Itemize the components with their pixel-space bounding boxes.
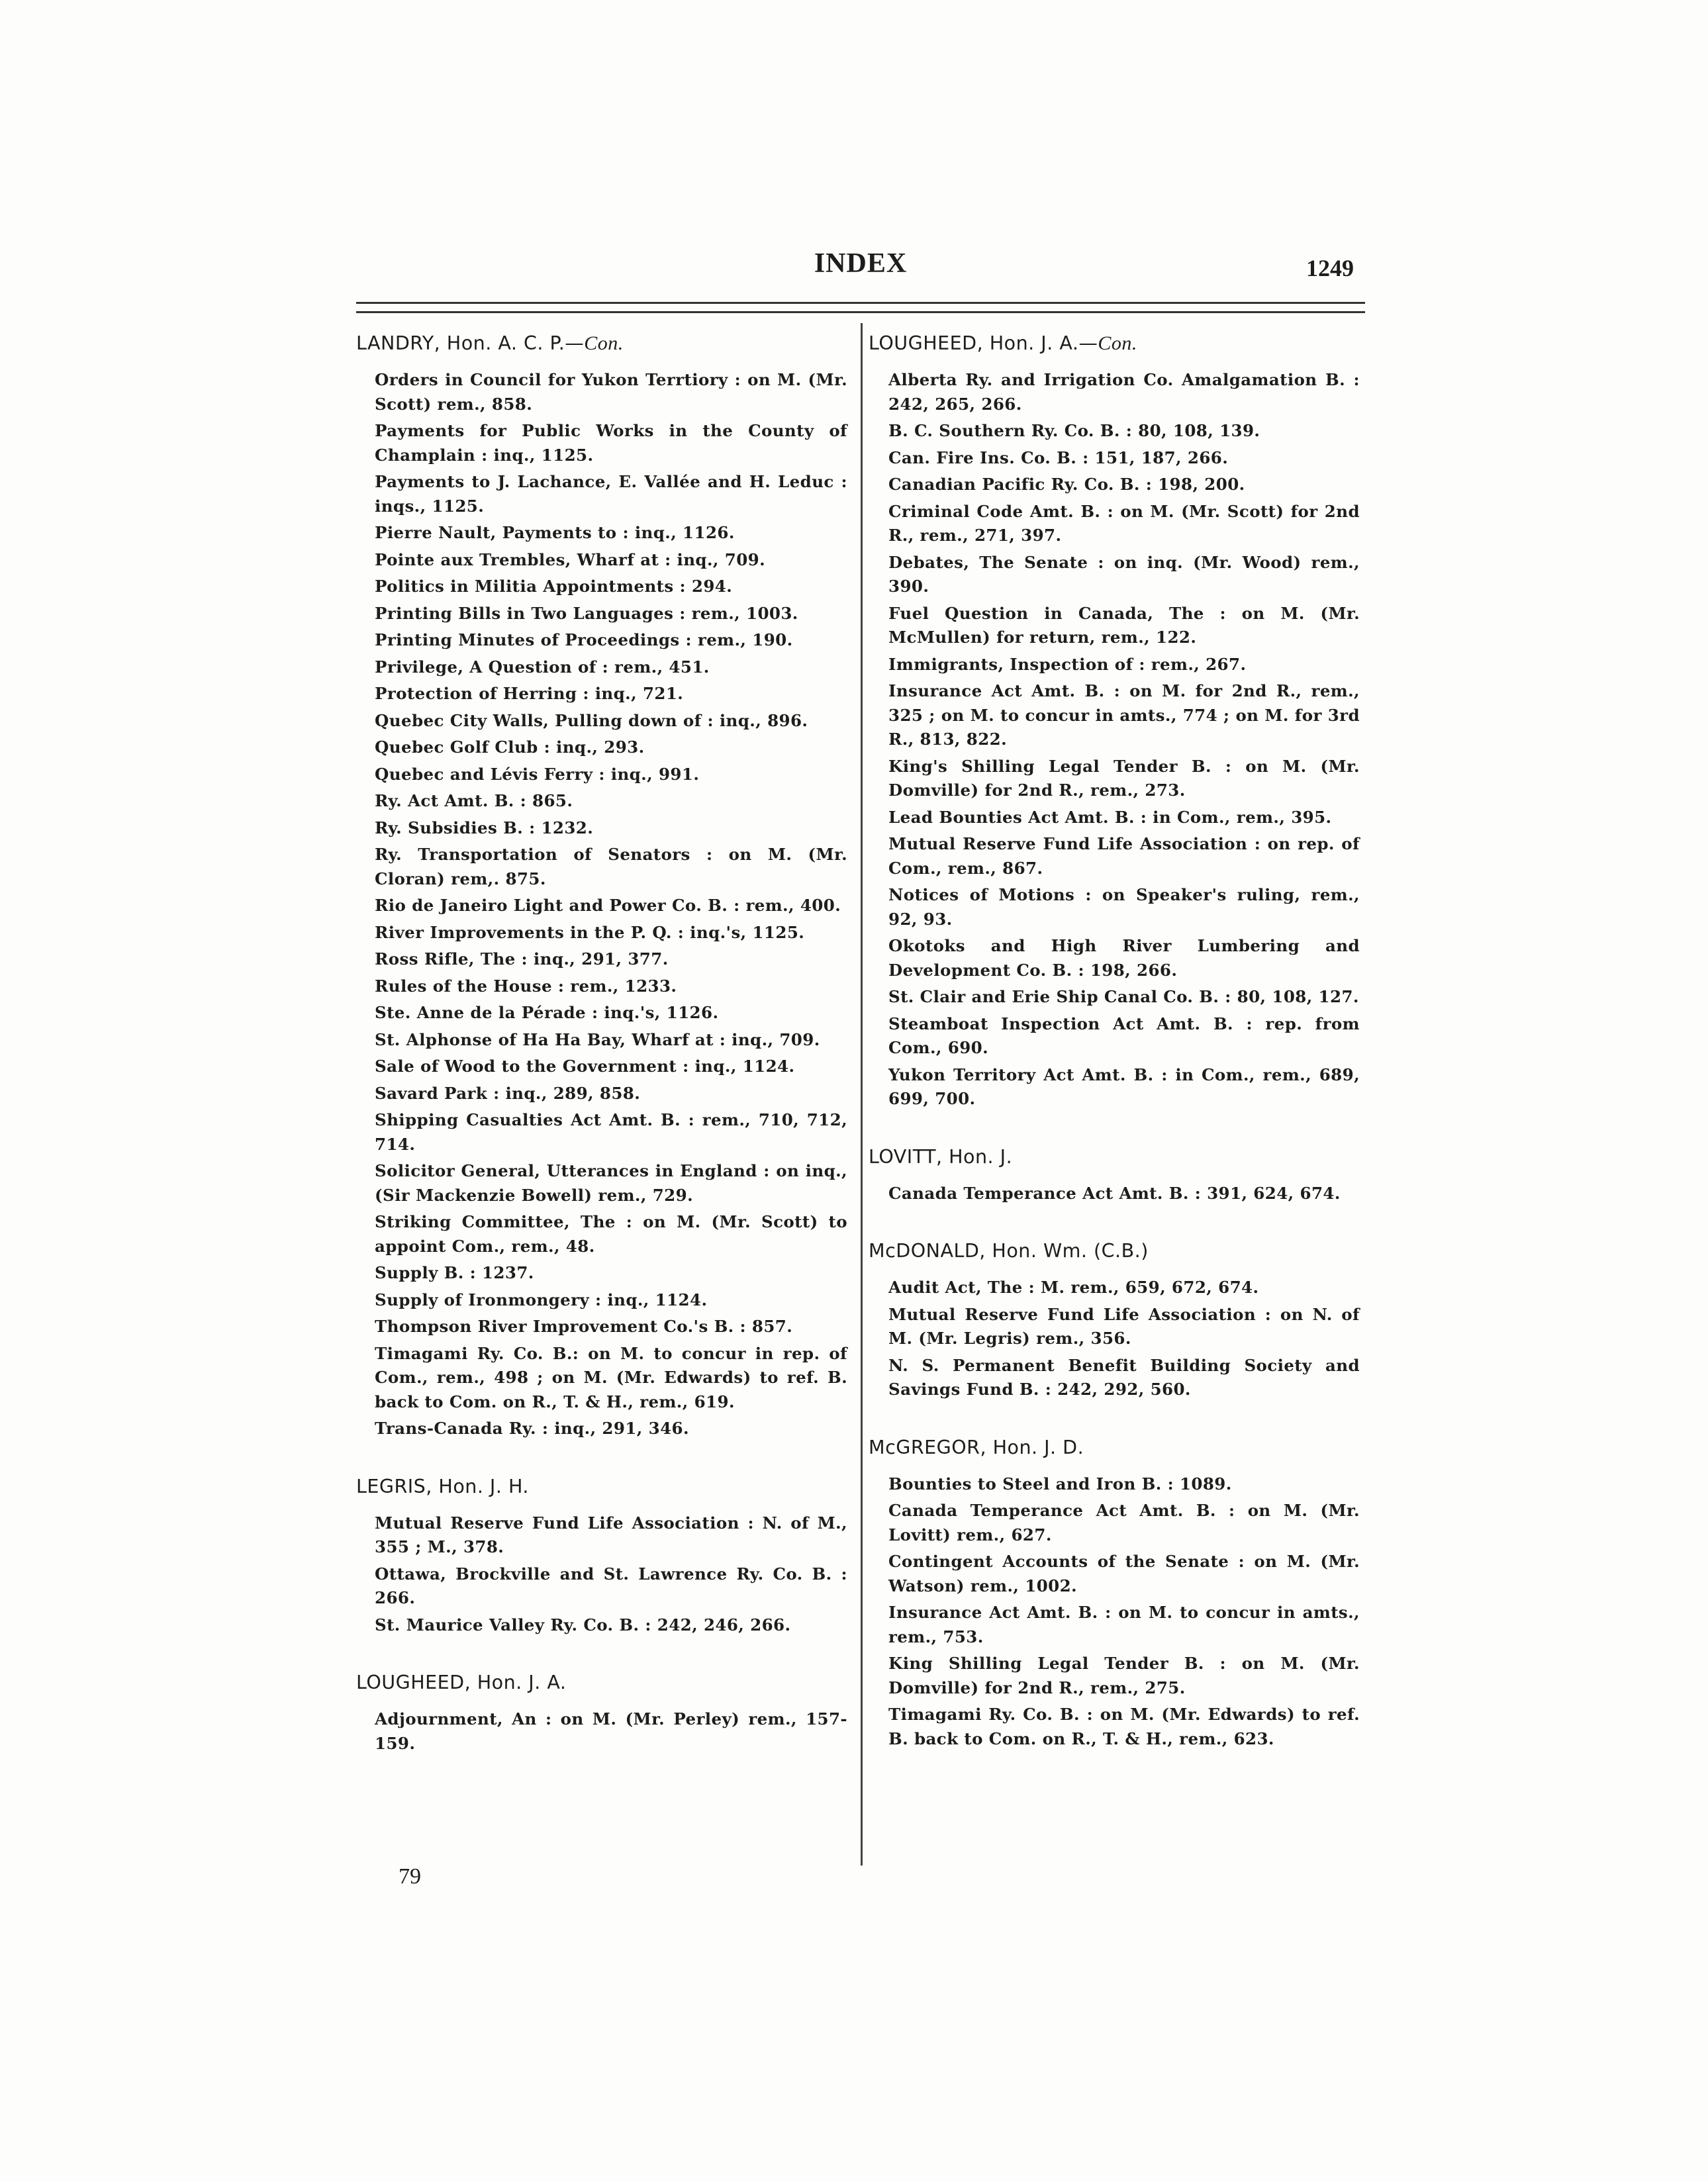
index-entry: Debates, The Senate : on inq. (Mr. Wood) rem., 390. [888,552,1360,596]
index-entry: Fuel Question in Canada, The : on M. (Mr. McMullen) for return, rem., 122. [888,603,1360,647]
index-entry: Insurance Act Amt. B. : on M. to concur in amts., rem., 753. [888,1603,1360,1646]
index-entry: Pointe aux Trembles, Wharf at : inq., 709. [375,549,766,569]
index-entry: Can. Fire Ins. Co. B. : 151, 187, 266. [888,448,1229,467]
index-section [869,1435,1360,1752]
index-entry: Notices of Motions : on Speaker's ruling, rem., 92, 93. [888,885,1360,929]
index-entry: Thompson River Improvement Co.'s B. : 857. [375,1317,793,1336]
section-heading-name: LANDRY, Hon. A. C. P.— [356,332,585,354]
section-heading-name: LOVITT, Hon. J. [869,1145,1013,1168]
index-entry: Ottawa, Brockville and St. Lawrence Ry. Co. B. : 266. [375,1564,847,1607]
index-entry: Audit Act, The : M. rem., 659, 672, 674. [888,1278,1259,1297]
index-entry: Timagami Ry. Co. B. : on M. (Mr. Edwards) to ref. B. back to Com. on R., T. & H., rem., 623. [888,1705,1360,1748]
index-entry: Insurance Act Amt. B. : on M. for 2nd R., rem., 325 ; on M. to concur in amts., 774 ; on M. for 3rd R., 813, 822. [888,681,1360,749]
index-entry: Quebec and Lévis Ferry : inq., 991. [375,764,700,784]
index-entry: Mutual Reserve Fund Life Association : N. of M., 355 ; M., 378. [375,1513,847,1556]
index-entry: Canada Temperance Act Amt. B. : 391, 624, 674. [888,1183,1341,1203]
index-entry: Striking Committee, The : on M. (Mr. Scott) to appoint Com., rem., 48. [375,1212,847,1256]
index-entry: Mutual Reserve Fund Life Association : on N. of M. (Mr. Legris) rem., 356. [888,1304,1360,1348]
section-heading [869,331,1360,356]
index-entry: King Shilling Legal Tender B. : on M. (Mr. Domville) for 2nd R., rem., 275. [888,1654,1360,1697]
index-entry: Ry. Transportation of Senators : on M. (Mr. Cloran) rem,. 875. [375,845,847,888]
section-heading-suffix: Con. [1098,332,1137,354]
index-entry: Shipping Casualties Act Amt. B. : rem., 710, 712, 714. [375,1110,847,1154]
index-entry: Payments for Public Works in the County of Champlain : inq., 1125. [375,421,847,465]
index-entry: Okotoks and High River Lumbering and Development Co. B. : 198, 266. [888,936,1360,980]
index-entry: Protection of Herring : inq., 721. [375,684,684,703]
index-entry: Savard Park : inq., 289, 858. [375,1083,641,1103]
column-divider [861,323,863,1866]
index-section [356,1474,847,1638]
index-entry: Mutual Reserve Fund Life Association : on rep. of Com., rem., 867. [888,834,1360,878]
index-entry: Supply of Ironmongery : inq., 1124. [375,1290,708,1309]
index-entry: Printing Minutes of Proceedings : rem., 190. [375,630,793,649]
index-entry: Politics in Militia Appointments : 294. [375,577,733,596]
section-heading [356,1474,847,1499]
index-section [869,1145,1360,1206]
index-entry: Alberta Ry. and Irrigation Co. Amalgamation B. : 242, 265, 266. [888,370,1360,414]
index-entry: Rio de Janeiro Light and Power Co. B. : rem., 400. [375,896,841,915]
index-entry: Criminal Code Amt. B. : on M. (Mr. Scott) for 2nd R., rem., 271, 397. [888,501,1360,545]
index-entry: Ross Rifle, The : inq., 291, 377. [375,949,669,969]
section-heading [869,1435,1360,1460]
index-entry: Immigrants, Inspection of : rem., 267. [888,654,1247,674]
section-heading-name: LOUGHEED, Hon. J. A.— [869,332,1098,354]
page-number: 1249 [1306,255,1354,281]
index-entry: Payments to J. Lachance, E. Vallée and H. Leduc : inqs., 1125. [375,472,847,516]
index-entry: Pierre Nault, Payments to : inq., 1126. [375,523,735,542]
section-heading-name: McDONALD, Hon. Wm. (C.B.) [869,1240,1149,1262]
index-section [869,331,1360,1112]
index-entry: Solicitor General, Utterances in England : on inq., (Sir Mackenzie Bowell) rem., 729. [375,1161,847,1205]
index-entry: Bounties to Steel and Iron B. : 1089. [888,1474,1232,1494]
index-section [356,1670,847,1756]
section-heading [356,331,847,356]
index-entry: Timagami Ry. Co. B.: on M. to concur in rep. of Com., rem., 498 ; on M. (Mr. Edwards) to ref. B. back to Com. on R., T. & H., rem., 619. [375,1343,847,1411]
index-entry: Ste. Anne de la Pérade : inq.'s, 1126. [375,1003,719,1022]
index-entry: Privilege, A Question of : rem., 451. [375,657,710,677]
index-entry: Contingent Accounts of the Senate : on M. (Mr. Watson) rem., 1002. [888,1552,1360,1595]
page-title: INDEX [814,248,908,279]
section-heading [356,1670,847,1695]
index-entry: Sale of Wood to the Government : inq., 1124. [375,1057,795,1076]
header-rule-bottom [356,311,1365,313]
index-entry: River Improvements in the P. Q. : inq.'s, 1125. [375,922,805,942]
index-entry: Steamboat Inspection Act Amt. B. : rep. from Com., 690. [888,1014,1360,1057]
section-heading-name: McGREGOR, Hon. J. D. [869,1436,1084,1458]
index-entry: King's Shilling Legal Tender B. : on M. (Mr. Domville) for 2nd R., rem., 273. [888,756,1360,800]
section-heading [869,1239,1360,1264]
header-rule-top [356,302,1365,304]
index-entry: Printing Bills in Two Languages : rem., 1003. [375,603,798,623]
index-entry: N. S. Permanent Benefit Building Society and Savings Fund B. : 242, 292, 560. [888,1355,1360,1399]
index-section [356,331,847,1441]
index-entry: Quebec City Walls, Pulling down of : inq., 896. [375,710,808,730]
index-entry: Yukon Territory Act Amt. B. : in Com., rem., 689, 699, 700. [888,1065,1360,1108]
index-section [869,1239,1360,1402]
index-entry: Adjournment, An : on M. (Mr. Perley) rem., 157-159. [375,1709,847,1753]
index-entry: St. Maurice Valley Ry. Co. B. : 242, 246, 266. [375,1615,791,1635]
index-entry: Rules of the House : rem., 1233. [375,976,677,996]
right-column [869,331,1360,1754]
section-heading-name: LEGRIS, Hon. J. H. [356,1475,529,1497]
index-entry: Trans-Canada Ry. : inq., 291, 346. [375,1419,689,1438]
section-heading-name: LOUGHEED, Hon. J. A. [356,1672,567,1693]
left-column [356,331,847,1758]
index-entry: Quebec Golf Club : inq., 293. [375,737,645,757]
index-entry: B. C. Southern Ry. Co. B. : 80, 108, 139. [888,421,1260,440]
index-entry: Ry. Subsidies B. : 1232. [375,818,594,837]
index-entry: Canadian Pacific Ry. Co. B. : 198, 200. [888,475,1245,494]
index-entry: Ry. Act Amt. B. : 865. [375,791,573,810]
section-heading-suffix: Con. [584,332,624,354]
index-entry: Supply B. : 1237. [375,1263,534,1282]
index-entry: Lead Bounties Act Amt. B. : in Com., rem., 395. [888,807,1332,827]
signature-mark: 79 [399,1864,421,1889]
section-heading [869,1145,1360,1170]
index-entry: Canada Temperance Act Amt. B. : on M. (Mr. Lovitt) rem., 627. [888,1501,1360,1544]
index-entry: Orders in Council for Yukon Terrtiory : on M. (Mr. Scott) rem., 858. [375,370,847,414]
index-entry: St. Clair and Erie Ship Canal Co. B. : 80, 108, 127. [888,987,1359,1006]
index-entry: St. Alphonse of Ha Ha Bay, Wharf at : inq., 709. [375,1029,820,1049]
